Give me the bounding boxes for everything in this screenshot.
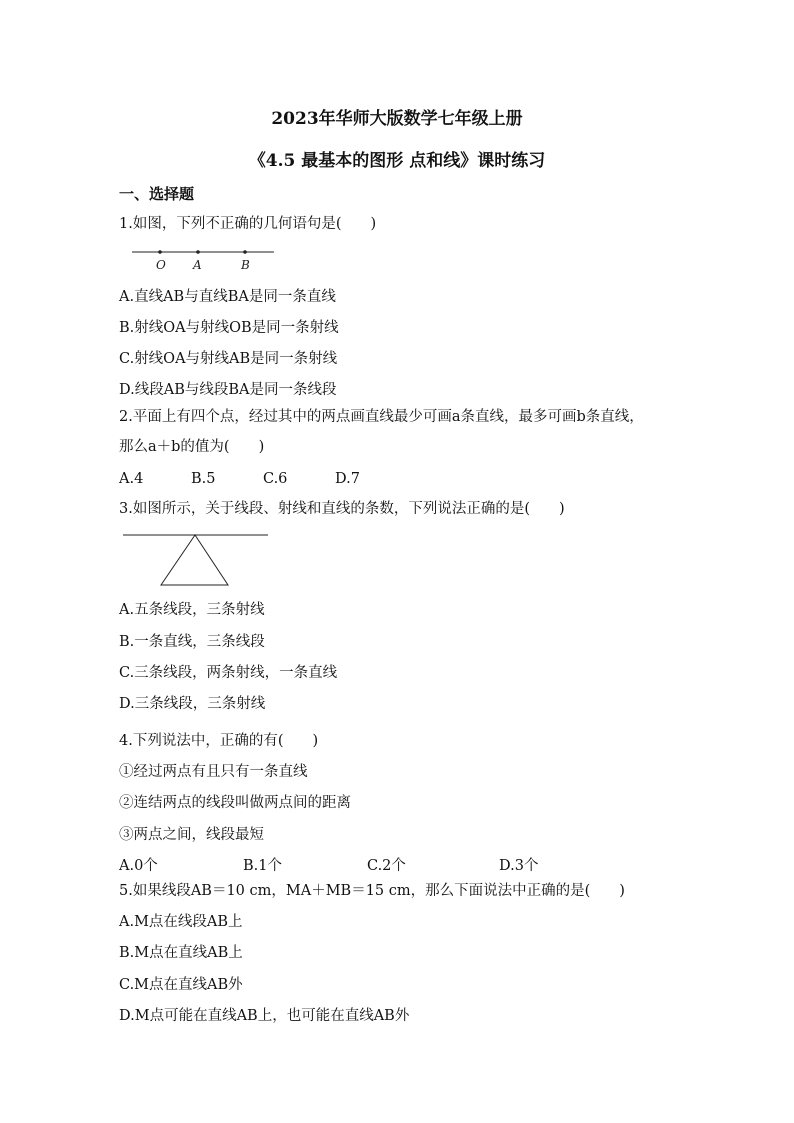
- section-heading: 一、选择题: [119, 185, 195, 203]
- question-1-option-b: B.射线OA与射线OB是同一条射线: [119, 320, 339, 336]
- question-2-stem-line-2: 那么a＋b的值为( ): [119, 439, 265, 455]
- question-1-figure: [128, 244, 278, 274]
- question-4-stem: 4.下列说法中，正确的有( ): [119, 733, 319, 749]
- question-2-option-a: A.4: [119, 471, 144, 487]
- label-o: O: [156, 258, 166, 272]
- question-4-option-b: B.1个: [243, 858, 282, 874]
- question-2-stem-line-1: 2.平面上有四个点，经过其中的两点画直线最少可画a条直线，最多可画b条直线，: [119, 409, 644, 425]
- question-1-option-d: D.线段AB与线段BA是同一条线段: [119, 382, 337, 398]
- document-title: 2023年华师大版数学七年级上册: [271, 109, 523, 129]
- question-3-option-d: D.三条线段，三条射线: [119, 696, 266, 712]
- label-b: B: [241, 258, 250, 272]
- question-4-option-a: A.0个: [119, 858, 158, 874]
- document-subtitle: 《4.5 最基本的图形 点和线》课时练习: [248, 151, 546, 171]
- question-1-option-c: C.射线OA与射线AB是同一条射线: [119, 351, 338, 367]
- question-3-stem: 3.如图所示，关于线段、射线和直线的条数，下列说法正确的是( ): [119, 501, 565, 517]
- question-2-options: [119, 469, 360, 489]
- point-a: [196, 250, 200, 254]
- question-4-statement-2: ②连结两点的线段叫做两点间的距离: [119, 795, 351, 811]
- question-4-option-d: D.3个: [499, 858, 539, 874]
- question-4-options: [119, 856, 538, 876]
- question-5-stem: 5.如果线段AB＝10 cm，MA＋MB＝15 cm，那么下面说法中正确的是( ): [119, 883, 625, 899]
- question-3-figure: [120, 530, 272, 590]
- point-o: [158, 250, 162, 254]
- question-2-option-c: C.6: [263, 471, 288, 487]
- question-4-option-c: C.2个: [367, 858, 406, 874]
- question-5-option-d: D.M点可能在直线AB上，也可能在直线AB外: [119, 1008, 410, 1024]
- question-3-option-c: C.三条线段，两条射线，一条直线: [119, 665, 338, 681]
- point-b: [243, 250, 247, 254]
- question-4-statement-1: ①经过两点有且只有一条直线: [119, 764, 308, 780]
- question-5-option-a: A.M点在线段AB上: [119, 914, 243, 930]
- question-5-option-b: B.M点在直线AB上: [119, 945, 243, 961]
- question-3-option-b: B.一条直线，三条线段: [119, 634, 265, 650]
- question-4-statement-3: ③两点之间，线段最短: [119, 827, 264, 843]
- question-2-option-d: D.7: [335, 471, 360, 487]
- figure-triangle: [161, 535, 228, 585]
- question-5-option-c: C.M点在直线AB外: [119, 977, 243, 993]
- question-1-option-a: A.直线AB与直线BA是同一条直线: [119, 289, 336, 305]
- label-a: A: [193, 258, 202, 272]
- question-3-option-a: A.五条线段，三条射线: [119, 602, 265, 618]
- question-2-option-b: B.5: [191, 471, 216, 487]
- question-1-stem: 1.如图，下列不正确的几何语句是( ): [119, 216, 377, 232]
